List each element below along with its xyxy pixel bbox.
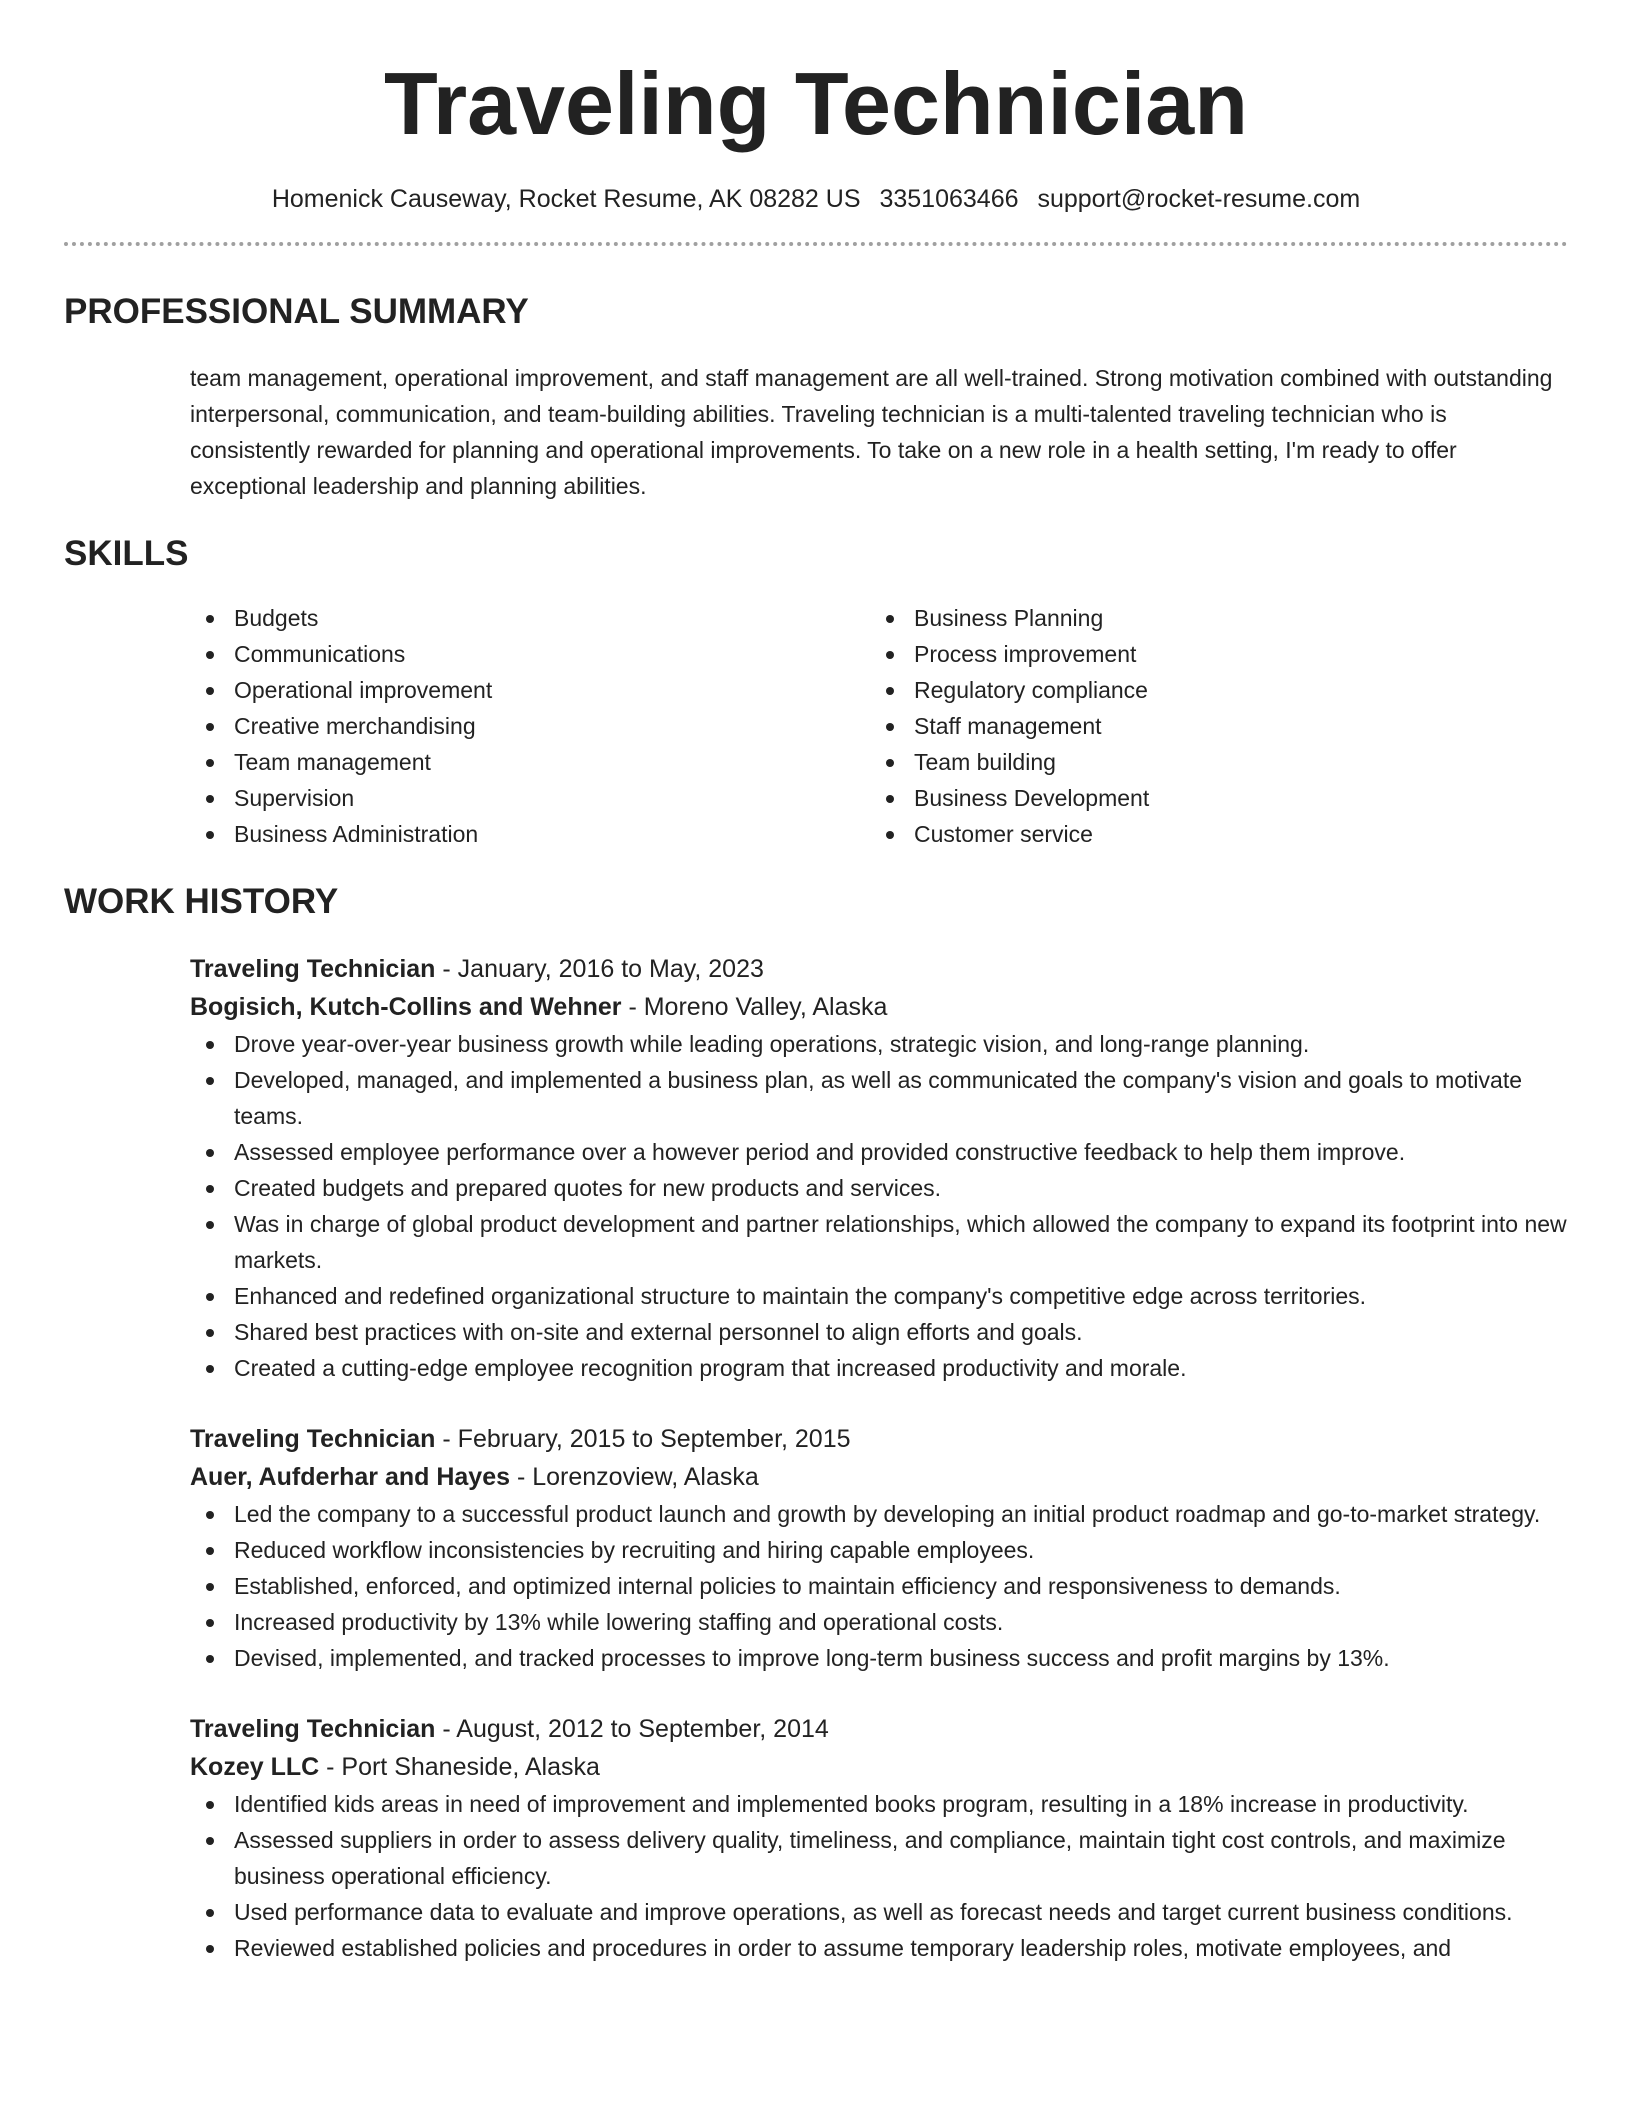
skill-item: Communications [190,636,870,672]
job-bullet: Drove year-over-year business growth while leading operations, strategic vision, and long-range planning. [190,1026,1568,1062]
skills-list-left [190,600,870,852]
skill-item: Team management [190,744,870,780]
job-bullet: Established, enforced, and optimized internal policies to maintain efficiency and responsiveness to demands. [190,1568,1568,1604]
job-bullet: Used performance data to evaluate and improve operations, as well as forecast needs and target current business conditions. [190,1894,1568,1930]
skill-item: Process improvement [870,636,1550,672]
job-bullet: Enhanced and redefined organizational structure to maintain the company's competitive edge across territories. [190,1278,1568,1314]
skills-grid [190,600,1568,852]
skill-item: Business Administration [190,816,870,852]
skill-item: Staff management [870,708,1550,744]
job-dates: - January, 2016 to May, 2023 [435,955,764,983]
contact-phone: 3351063466 [879,185,1019,213]
job-bullet: Reviewed established policies and procedures in order to assume temporary leadership roles, motivate employees, and [190,1930,1568,1966]
summary-heading: PROFESSIONAL SUMMARY [64,292,529,331]
job-entry [190,1710,1568,1966]
work-heading: WORK HISTORY [64,882,339,921]
job-company: Auer, Aufderhar and Hayes [190,1463,511,1491]
job-bullet: Was in charge of global product development and partner relationships, which allowed the company to expand its footprint into new markets. [190,1206,1568,1278]
job-entry [190,1420,1568,1676]
job-bullet: Devised, implemented, and tracked processes to improve long-term business success and profit margins by 13%. [190,1640,1568,1676]
skill-item: Budgets [190,600,870,636]
skills-heading: SKILLS [64,534,189,573]
job-role: Traveling Technician [190,1715,436,1743]
job-role: Traveling Technician [190,1425,436,1453]
job-bullet: Increased productivity by 13% while lowering staffing and operational costs. [190,1604,1568,1640]
job-bullet: Created budgets and prepared quotes for new products and services. [190,1170,1568,1206]
skill-item: Business Development [870,780,1550,816]
job-bullet-list [190,1786,1568,1966]
contact-address: Homenick Causeway, Rocket Resume, AK 08282 US [271,185,861,213]
job-bullet-list [190,1496,1568,1676]
job-bullet: Reduced workflow inconsistencies by recruiting and hiring capable employees. [190,1532,1568,1568]
job-bullet-list [190,1026,1568,1386]
job-dates: - August, 2012 to September, 2014 [435,1715,829,1743]
job-company-line [190,988,1568,1026]
skill-item: Supervision [190,780,870,816]
header-divider [64,242,1568,246]
job-company-line [190,1458,1568,1496]
job-title-line [190,950,1568,988]
job-bullet: Led the company to a successful product launch and growth by developing an initial product roadmap and go-to-market strategy. [190,1496,1568,1532]
skill-item: Creative merchandising [190,708,870,744]
job-dates: - February, 2015 to September, 2015 [435,1425,851,1453]
job-company: Kozey LLC [190,1753,320,1781]
skill-item: Team building [870,744,1550,780]
job-bullet: Assessed suppliers in order to assess delivery quality, timeliness, and compliance, maintain tight cost controls, and maximize business operational efficiency. [190,1822,1568,1894]
contact-email: support@rocket-resume.com [1037,185,1361,213]
job-location: - Moreno Valley, Alaska [621,993,888,1021]
skills-list-right [870,600,1550,852]
job-company: Bogisich, Kutch-Collins and Wehner [190,993,622,1021]
job-role: Traveling Technician [190,955,436,983]
contact-line [64,182,1568,216]
job-entry [190,950,1568,1386]
job-title-line [190,1420,1568,1458]
skill-item: Customer service [870,816,1550,852]
job-bullet: Identified kids areas in need of improvement and implemented books program, resulting in a 18% increase in productivity. [190,1786,1568,1822]
resume-name: Traveling Technician [384,54,1248,153]
skill-item: Operational improvement [190,672,870,708]
skill-item: Regulatory compliance [870,672,1550,708]
job-bullet: Assessed employee performance over a however period and provided constructive feedback to help them improve. [190,1134,1568,1170]
job-location: - Lorenzoview, Alaska [510,1463,759,1491]
work-history-list [64,950,1568,1966]
job-location: - Port Shaneside, Alaska [319,1753,600,1781]
job-bullet: Shared best practices with on-site and external personnel to align efforts and goals. [190,1314,1568,1350]
job-bullet: Developed, managed, and implemented a business plan, as well as communicated the company's vision and goals to motivate teams. [190,1062,1568,1134]
summary-text: team management, operational improvement, and staff management are all well-trained. Strong motivation combined with outstanding interpersonal, communication, and team-building abilities. Traveling technician is a multi-talented traveling technician who is consistently rewarded for planning and operational improvements. To take on a new role in a health setting, I'm ready to offer exceptional leadership and planning abilities. [190,365,1553,499]
job-company-line [190,1748,1568,1786]
job-title-line [190,1710,1568,1748]
skill-item: Business Planning [870,600,1550,636]
job-bullet: Created a cutting-edge employee recognition program that increased productivity and morale. [190,1350,1568,1386]
